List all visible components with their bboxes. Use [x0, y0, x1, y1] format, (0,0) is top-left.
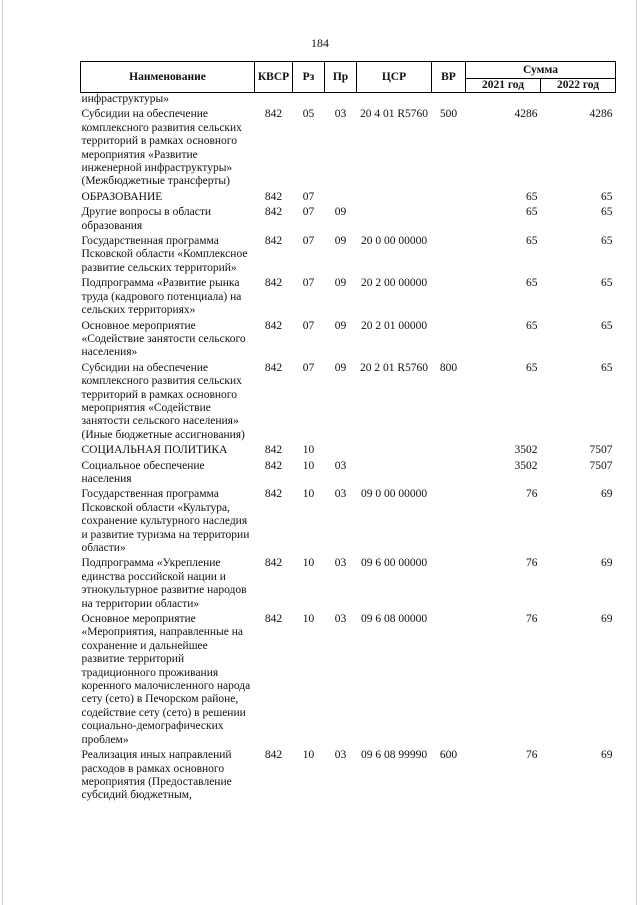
row-csr: 09 6 08 00000 [360, 613, 428, 626]
row-name: Субсидии на обеспечение комплексного развития сельских территорий в рамках основного мероприятия «Содействие занятости сельского населения» (Иные бюджетные ассигнования) [81, 361, 245, 441]
row-vr [432, 488, 466, 557]
row-csr [357, 444, 432, 459]
table-body [81, 93, 616, 805]
row-sum-2021 [466, 93, 541, 109]
row-sum-2021: 65 [526, 206, 538, 219]
row-sum-2021: 3502 [514, 459, 538, 472]
row-rz: 07 [302, 319, 315, 332]
row-vr [432, 93, 466, 109]
row-kvsr: 842 [264, 108, 283, 121]
row-name: Подпрограмма «Укрепление единства российской нации и этнокультурное развитие народов на территории области» [81, 557, 247, 610]
row-sum-2021: 3502 [514, 444, 538, 457]
row-name: Основное мероприятие «Мероприятия, направленные на сохранение и дальнейшее развитие территорий традиционного проживания коренного малочисленного народа сету (сето) в Печорском районе, содействие сету (сето) в решении социально-демографических проблем» [81, 613, 251, 746]
row-pr: 03 [334, 108, 347, 121]
row-name: Государственная программа Псковской области «Культура, сохранение культурного наследия и развитие туризма на территории области» [81, 488, 250, 554]
header-csr: ЦСР [357, 62, 432, 93]
row-csr [357, 191, 432, 206]
header-kvsr: КВСР [255, 62, 293, 93]
row-vr [432, 320, 466, 362]
header-name: Наименование [81, 62, 255, 93]
row-kvsr: 842 [264, 749, 283, 762]
row-kvsr: 842 [264, 277, 283, 290]
row-csr: 20 2 01 R5760 [359, 361, 429, 374]
row-csr: 09 6 00 00000 [360, 557, 428, 570]
row-name: Субсидии на обеспечение комплексного развития сельских территорий в рамках основного мероприятия «Развитие инженерной инфраструктуры» (Межбюджетные трансферты) [81, 108, 242, 188]
row-kvsr: 842 [264, 235, 283, 248]
row-csr: 09 6 08 99990 [360, 749, 428, 762]
row-kvsr: 842 [264, 206, 283, 219]
row-vr: 500 [439, 108, 458, 121]
row-name: Подпрограмма «Развитие рынка труда (кадрового потенциала) на сельских территориях» [81, 277, 242, 317]
row-name: СОЦИАЛЬНАЯ ПОЛИТИКА [81, 444, 228, 457]
row-sum-2021: 65 [526, 277, 538, 290]
row-pr: 09 [334, 206, 347, 219]
table-row [81, 235, 616, 277]
row-rz: 07 [302, 235, 315, 248]
row-sum-2022: 69 [601, 613, 613, 626]
row-sum-2022: 69 [601, 557, 613, 570]
row-kvsr: 842 [264, 488, 283, 501]
budget-table [80, 61, 616, 805]
row-pr: 09 [334, 235, 347, 248]
header-pr: Пр [325, 62, 357, 93]
row-rz: 07 [302, 277, 315, 290]
row-rz: 10 [302, 444, 315, 457]
header-year-2022: 2022 год [541, 79, 616, 93]
row-vr [432, 277, 466, 319]
table-row [81, 277, 616, 319]
row-vr [432, 460, 466, 489]
row-sum-2021: 65 [526, 361, 538, 374]
row-kvsr: 842 [264, 190, 283, 203]
row-rz: 10 [302, 488, 315, 501]
row-sum-2021: 76 [526, 613, 538, 626]
row-name: Социальное обеспечение населения [81, 459, 205, 485]
row-rz: 10 [302, 613, 315, 626]
row-csr: 20 0 00 00000 [360, 235, 428, 248]
header-sum: Сумма [466, 62, 616, 79]
row-pr: 09 [334, 319, 347, 332]
scan-edge-right [636, 0, 637, 905]
row-csr: 09 0 00 00000 [360, 488, 428, 501]
row-kvsr [255, 93, 293, 109]
table-row [81, 191, 616, 206]
row-sum-2021: 76 [526, 488, 538, 501]
row-sum-2021: 76 [526, 749, 538, 762]
row-sum-2022: 7507 [589, 444, 613, 457]
table-row [81, 320, 616, 362]
row-pr: 03 [334, 613, 347, 626]
row-rz: 07 [302, 206, 315, 219]
table-row [81, 108, 616, 190]
row-csr: 20 2 01 00000 [360, 319, 428, 332]
table-row [81, 460, 616, 489]
row-vr: 600 [439, 749, 458, 762]
row-vr [432, 206, 466, 235]
row-pr: 03 [334, 488, 347, 501]
row-kvsr: 842 [264, 361, 283, 374]
table-row [81, 444, 616, 459]
row-vr [432, 613, 466, 749]
row-vr [432, 235, 466, 277]
header-vr: ВР [432, 62, 466, 93]
table-row [81, 488, 616, 557]
row-vr [432, 444, 466, 459]
row-sum-2022: 65 [601, 319, 613, 332]
row-csr [357, 460, 432, 489]
row-kvsr: 842 [264, 557, 283, 570]
row-kvsr: 842 [264, 459, 283, 472]
page-number: 184 [311, 36, 329, 50]
table-header [81, 62, 616, 93]
row-sum-2022: 65 [601, 190, 613, 203]
row-csr: 20 2 00 00000 [360, 277, 428, 290]
table-row [81, 749, 616, 805]
row-csr: 20 4 01 R5760 [359, 108, 429, 121]
row-rz: 10 [302, 749, 315, 762]
row-name: инфраструктуры» [81, 93, 170, 105]
row-kvsr: 842 [264, 613, 283, 626]
table-row [81, 206, 616, 235]
row-rz: 10 [302, 459, 315, 472]
row-pr [325, 191, 357, 206]
table-row [81, 613, 616, 749]
row-sum-2022: 65 [601, 361, 613, 374]
row-name: Реализация иных направлений расходов в рамках основного мероприятия (Предоставление субсидий бюджетным, [81, 749, 232, 802]
row-kvsr: 842 [264, 319, 283, 332]
row-sum-2021: 4286 [514, 108, 538, 121]
row-pr [325, 93, 357, 109]
row-sum-2021: 65 [526, 319, 538, 332]
row-kvsr: 842 [264, 444, 283, 457]
header-year-2021: 2021 год [466, 79, 541, 93]
row-sum-2022: 4286 [589, 108, 613, 121]
row-csr [357, 206, 432, 235]
row-sum-2022 [541, 93, 616, 109]
row-sum-2021: 76 [526, 557, 538, 570]
row-sum-2022: 65 [601, 235, 613, 248]
table-row [81, 93, 616, 109]
row-csr [357, 93, 432, 109]
row-sum-2022: 7507 [589, 459, 613, 472]
row-sum-2022: 69 [601, 488, 613, 501]
row-rz: 07 [302, 361, 315, 374]
row-pr: 09 [334, 277, 347, 290]
row-name: Основное мероприятие «Содействие занятости сельского населения» [81, 319, 246, 359]
row-pr: 03 [334, 557, 347, 570]
scan-edge-left [2, 0, 3, 905]
row-vr: 800 [439, 361, 458, 374]
header-rz: Рз [293, 62, 325, 93]
row-pr: 09 [334, 361, 347, 374]
row-sum-2022: 65 [601, 277, 613, 290]
row-pr [325, 444, 357, 459]
row-name: Другие вопросы в области образования [81, 206, 212, 232]
row-name: ОБРАЗОВАНИЕ [81, 190, 163, 203]
row-sum-2022: 65 [601, 206, 613, 219]
row-vr [432, 557, 466, 613]
row-sum-2022: 69 [601, 749, 613, 762]
row-rz [293, 93, 325, 109]
row-rz: 05 [302, 108, 315, 121]
row-rz: 07 [302, 190, 315, 203]
table-row [81, 362, 616, 444]
row-sum-2021: 65 [526, 190, 538, 203]
row-pr: 03 [334, 749, 347, 762]
row-vr [432, 191, 466, 206]
table-row [81, 557, 616, 613]
row-name: Государственная программа Псковской области «Комплексное развитие сельских территорий» [81, 235, 248, 274]
row-sum-2021: 65 [526, 235, 538, 248]
row-pr: 03 [334, 459, 347, 472]
row-rz: 10 [302, 557, 315, 570]
